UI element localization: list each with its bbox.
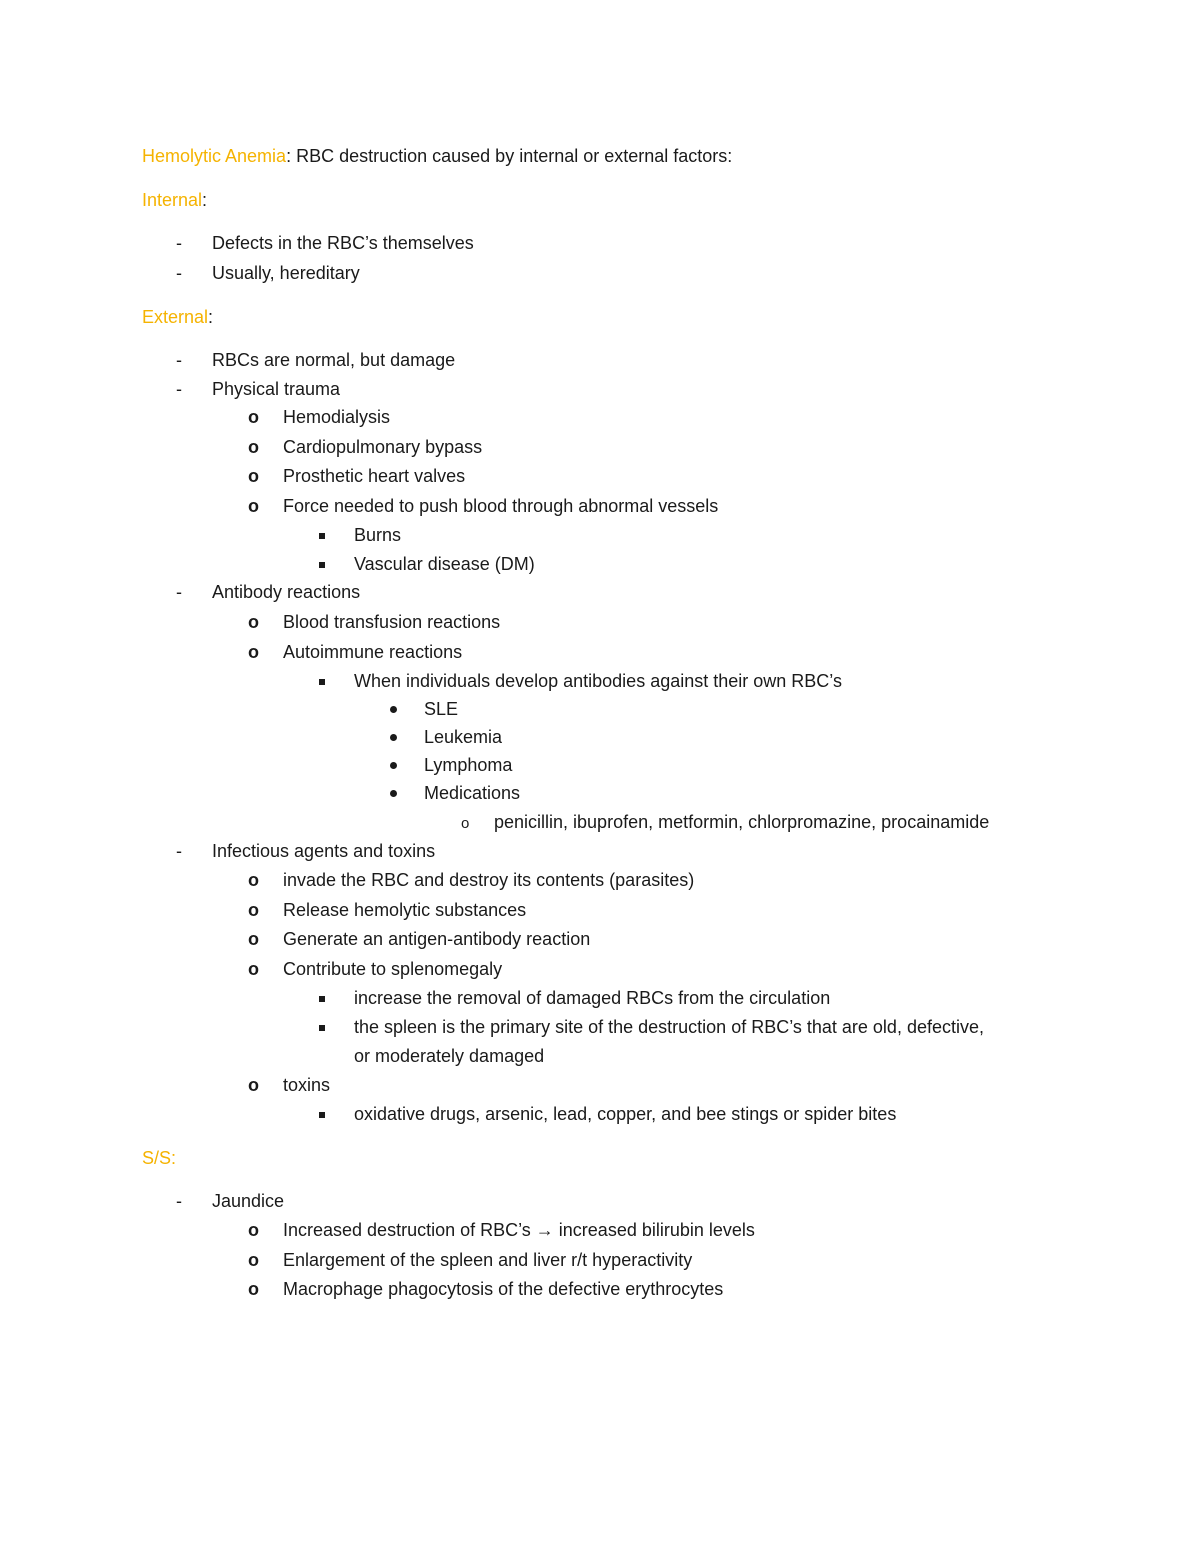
ss-heading: S/S: [142, 1148, 177, 1168]
list-item-text: Leukemia [424, 727, 503, 747]
external-heading-colon: : [208, 307, 214, 327]
list-item-text: SLE [424, 699, 459, 719]
dash-bullet [176, 1190, 182, 1212]
dot-bullet [390, 754, 397, 776]
list-item-text: Increased destruction of RBC’s → increased bilirubin levels [283, 1220, 755, 1240]
list-item-text: Defects in the RBC’s themselves [212, 233, 474, 253]
list-item-text: oxidative drugs, arsenic, lead, copper, and bee stings or spider bites [354, 1104, 897, 1124]
list-item-text: Hemodialysis [283, 407, 391, 427]
document-title [142, 145, 732, 167]
dot-bullet [390, 698, 397, 720]
list-item-text: RBCs are normal, but damage [212, 350, 456, 370]
list-item-text: Antibody reactions [212, 582, 361, 602]
dot-bullet [390, 726, 397, 748]
title-term: Hemolytic Anemia [142, 146, 287, 166]
circle-bullet [248, 1219, 259, 1241]
list-item-text: invade the RBC and destroy its contents (parasites) [283, 870, 695, 890]
list-item-text: Medications [424, 783, 521, 803]
list-item-text: Prosthetic heart valves [283, 466, 466, 486]
square-bullet [319, 987, 325, 1009]
circle-bullet [248, 1249, 259, 1271]
list-item-text: Infectious agents and toxins [212, 841, 436, 861]
list-item-text: Enlargement of the spleen and liver r/t hyperactivity [283, 1250, 693, 1270]
circle-bullet [248, 899, 259, 921]
title-colon: : [286, 146, 292, 166]
circle-bullet [248, 436, 259, 458]
internal-heading-label: Internal [142, 190, 203, 210]
list-item-text: Jaundice [212, 1191, 285, 1211]
external-heading [142, 306, 213, 328]
list-item-text: Contribute to splenomegaly [283, 959, 503, 979]
list-item-text: Generate an antigen-antibody reaction [283, 929, 591, 949]
list-item-text: increase the removal of damaged RBCs from the circulation [354, 988, 831, 1008]
list-item-text: toxins [283, 1075, 331, 1095]
circle-bullet [248, 928, 259, 950]
square-bullet [319, 553, 325, 575]
circle-bullet [248, 1074, 259, 1096]
list-item-text: Lymphoma [424, 755, 513, 775]
circle-bullet [248, 495, 259, 517]
square-bullet [319, 670, 325, 692]
square-bullet [319, 524, 325, 546]
list-item-text: Physical trauma [212, 379, 341, 399]
list-item-text: the spleen is the primary site of the destruction of RBC’s that are old, defective, [354, 1017, 984, 1037]
dash-bullet [176, 840, 182, 862]
circle-bullet [248, 641, 259, 663]
dash-bullet [176, 349, 182, 371]
dash-bullet [176, 581, 182, 603]
list-item-text: Autoimmune reactions [283, 642, 463, 662]
title-definition: RBC destruction caused by internal or external factors: [291, 146, 733, 166]
circle-bullet [248, 958, 259, 980]
list-item-text: Release hemolytic substances [283, 900, 527, 920]
internal-heading [142, 189, 207, 211]
list-item-text: Burns [354, 525, 402, 545]
dash-bullet [176, 378, 182, 400]
dash-bullet [176, 232, 182, 254]
internal-heading-colon: : [202, 190, 208, 210]
list-item-text: Usually, hereditary [212, 263, 360, 283]
list-item-text: penicillin, ibuprofen, metformin, chlorpromazine, procainamide [494, 812, 990, 832]
circle-bullet [461, 811, 469, 835]
list-item-text: Macrophage phagocytosis of the defective erythrocytes [283, 1279, 724, 1299]
circle-bullet [248, 406, 259, 428]
circle-bullet [248, 869, 259, 891]
list-item-text: Force needed to push blood through abnormal vessels [283, 496, 719, 516]
circle-bullet [248, 611, 259, 633]
dot-bullet [390, 782, 397, 804]
circle-bullet [248, 465, 259, 487]
dash-bullet [176, 262, 182, 284]
external-heading-label: External [142, 307, 209, 327]
list-item-text: or moderately damaged [354, 1046, 545, 1066]
circle-bullet [248, 1278, 259, 1300]
square-bullet [319, 1103, 325, 1125]
list-item-text: Cardiopulmonary bypass [283, 437, 483, 457]
list-item-text: Vascular disease (DM) [354, 554, 535, 574]
list-item-text: When individuals develop antibodies against their own RBC’s [354, 671, 842, 691]
list-item-text: Blood transfusion reactions [283, 612, 501, 632]
square-bullet [319, 1016, 325, 1038]
